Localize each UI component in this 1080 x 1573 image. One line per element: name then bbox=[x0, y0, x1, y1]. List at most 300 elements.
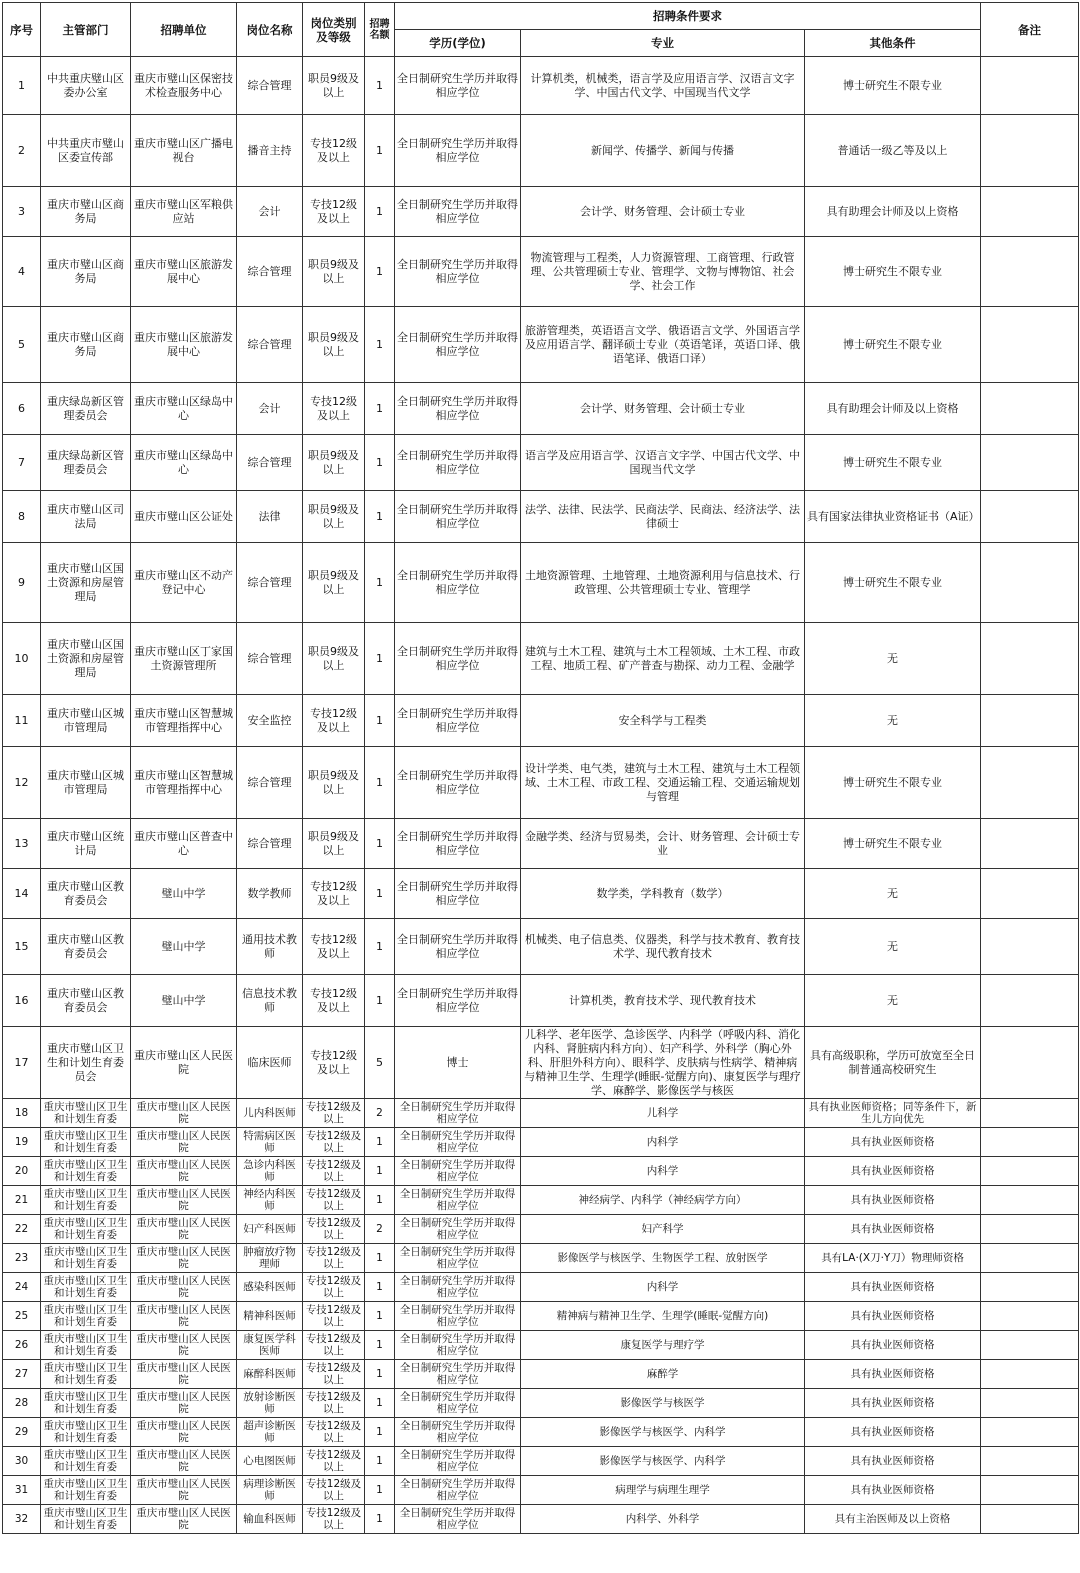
cell-count: 1 bbox=[365, 1157, 395, 1186]
cell-seq: 32 bbox=[3, 1505, 41, 1534]
cell-unit: 重庆市璧山区人民医院 bbox=[131, 1476, 237, 1505]
cell-major: 语言学及应用语言学、汉语言文字学、中国古代文学、中国现当代文学 bbox=[521, 435, 805, 491]
table-row bbox=[3, 1186, 1079, 1215]
cell-major: 影像医学与核医学 bbox=[521, 1389, 805, 1418]
cell-other: 具有执业医师资格 bbox=[805, 1331, 981, 1360]
cell-remark bbox=[981, 1360, 1079, 1389]
cell-count: 5 bbox=[365, 1027, 395, 1099]
cell-post: 综合管理 bbox=[237, 57, 303, 115]
cell-dept: 重庆市璧山区卫生和计划生育委 bbox=[41, 1186, 131, 1215]
cell-other: 博士研究生不限专业 bbox=[805, 237, 981, 307]
cell-seq: 24 bbox=[3, 1273, 41, 1302]
cell-remark bbox=[981, 1505, 1079, 1534]
cell-remark bbox=[981, 1157, 1079, 1186]
cell-unit: 重庆市璧山区人民医院 bbox=[131, 1027, 237, 1099]
cell-other: 具有执业医师资格 bbox=[805, 1215, 981, 1244]
cell-remark bbox=[981, 1128, 1079, 1157]
table-row bbox=[3, 491, 1079, 543]
cell-major: 内科学、外科学 bbox=[521, 1505, 805, 1534]
cell-other: 无 bbox=[805, 919, 981, 975]
header-dept: 主管部门 bbox=[41, 3, 131, 57]
cell-count: 1 bbox=[365, 187, 395, 237]
cell-seq: 7 bbox=[3, 435, 41, 491]
cell-dept: 重庆市璧山区卫生和计划生育委 bbox=[41, 1215, 131, 1244]
cell-remark bbox=[981, 869, 1079, 919]
cell-other: 无 bbox=[805, 623, 981, 695]
cell-level: 专技12级及以上 bbox=[303, 919, 365, 975]
cell-count: 1 bbox=[365, 1302, 395, 1331]
cell-count: 1 bbox=[365, 819, 395, 869]
cell-level: 专技12级及以上 bbox=[303, 1389, 365, 1418]
cell-level: 职员9级及以上 bbox=[303, 435, 365, 491]
cell-count: 1 bbox=[365, 435, 395, 491]
cell-dept: 重庆市璧山区卫生和计划生育委 bbox=[41, 1273, 131, 1302]
cell-seq: 19 bbox=[3, 1128, 41, 1157]
table-body bbox=[3, 57, 1079, 1534]
cell-dept: 重庆市璧山区卫生和计划生育委 bbox=[41, 1244, 131, 1273]
table-row bbox=[3, 1027, 1079, 1099]
cell-other: 具有执业医师资格 bbox=[805, 1273, 981, 1302]
cell-count: 1 bbox=[365, 1389, 395, 1418]
cell-seq: 23 bbox=[3, 1244, 41, 1273]
cell-post: 综合管理 bbox=[237, 819, 303, 869]
cell-education: 全日制研究生学历并取得相应学位 bbox=[395, 187, 521, 237]
table-row bbox=[3, 1215, 1079, 1244]
cell-major: 金融学类、经济与贸易类，会计、财务管理、会计硕士专业 bbox=[521, 819, 805, 869]
cell-dept: 重庆市璧山区卫生和计划生育委 bbox=[41, 1476, 131, 1505]
cell-other: 具有执业医师资格 bbox=[805, 1418, 981, 1447]
cell-unit: 重庆市璧山区智慧城市管理指挥中心 bbox=[131, 695, 237, 747]
cell-count: 1 bbox=[365, 1447, 395, 1476]
cell-dept: 重庆市璧山区卫生和计划生育委 bbox=[41, 1157, 131, 1186]
cell-level: 专技12级及以上 bbox=[303, 187, 365, 237]
table-row bbox=[3, 1389, 1079, 1418]
cell-post: 放射诊断医师 bbox=[237, 1389, 303, 1418]
table-row bbox=[3, 187, 1079, 237]
cell-education: 全日制研究生学历并取得相应学位 bbox=[395, 57, 521, 115]
cell-other: 无 bbox=[805, 869, 981, 919]
cell-count: 1 bbox=[365, 747, 395, 819]
cell-dept: 重庆绿岛新区管理委员会 bbox=[41, 383, 131, 435]
cell-remark bbox=[981, 623, 1079, 695]
cell-level: 职员9级及以上 bbox=[303, 543, 365, 623]
cell-seq: 6 bbox=[3, 383, 41, 435]
cell-seq: 1 bbox=[3, 57, 41, 115]
cell-remark bbox=[981, 237, 1079, 307]
cell-education: 全日制研究生学历并取得相应学位 bbox=[395, 1186, 521, 1215]
cell-dept: 重庆市璧山区商务局 bbox=[41, 237, 131, 307]
cell-remark bbox=[981, 1476, 1079, 1505]
cell-unit: 重庆市璧山区旅游发展中心 bbox=[131, 307, 237, 383]
cell-other: 博士研究生不限专业 bbox=[805, 307, 981, 383]
cell-remark bbox=[981, 919, 1079, 975]
cell-major: 内科学 bbox=[521, 1128, 805, 1157]
cell-seq: 13 bbox=[3, 819, 41, 869]
cell-count: 1 bbox=[365, 383, 395, 435]
cell-seq: 2 bbox=[3, 115, 41, 187]
cell-other: 具有高级职称，学历可放宽至全日制普通高校研究生 bbox=[805, 1027, 981, 1099]
cell-seq: 8 bbox=[3, 491, 41, 543]
cell-unit: 重庆市璧山区人民医院 bbox=[131, 1389, 237, 1418]
cell-seq: 31 bbox=[3, 1476, 41, 1505]
table-row bbox=[3, 435, 1079, 491]
cell-dept: 中共重庆璧山区委办公室 bbox=[41, 57, 131, 115]
cell-dept: 重庆市璧山区教育委员会 bbox=[41, 869, 131, 919]
cell-unit: 重庆市璧山区旅游发展中心 bbox=[131, 237, 237, 307]
cell-level: 专技12级及以上 bbox=[303, 1302, 365, 1331]
cell-major: 妇产科学 bbox=[521, 1215, 805, 1244]
cell-unit: 璧山中学 bbox=[131, 869, 237, 919]
cell-major: 计算机类，教育技术学、现代教育技术 bbox=[521, 975, 805, 1027]
cell-other: 具有LA·(X刀·Y刀）物理师资格 bbox=[805, 1244, 981, 1273]
cell-dept: 重庆市璧山区教育委员会 bbox=[41, 919, 131, 975]
cell-count: 1 bbox=[365, 543, 395, 623]
cell-other: 博士研究生不限专业 bbox=[805, 57, 981, 115]
cell-post: 临床医师 bbox=[237, 1027, 303, 1099]
cell-education: 全日制研究生学历并取得相应学位 bbox=[395, 1505, 521, 1534]
cell-post: 信息技术教师 bbox=[237, 975, 303, 1027]
cell-education: 全日制研究生学历并取得相应学位 bbox=[395, 975, 521, 1027]
cell-other: 博士研究生不限专业 bbox=[805, 543, 981, 623]
cell-post: 妇产科医师 bbox=[237, 1215, 303, 1244]
cell-education: 全日制研究生学历并取得相应学位 bbox=[395, 383, 521, 435]
cell-level: 职员9级及以上 bbox=[303, 623, 365, 695]
table-row bbox=[3, 1099, 1079, 1128]
cell-post: 综合管理 bbox=[237, 543, 303, 623]
cell-unit: 重庆市璧山区绿岛中心 bbox=[131, 383, 237, 435]
cell-education: 全日制研究生学历并取得相应学位 bbox=[395, 1476, 521, 1505]
cell-major: 法学、法律、民法学、民商法学、民商法、经济法学、法律硕士 bbox=[521, 491, 805, 543]
cell-unit: 重庆市璧山区人民医院 bbox=[131, 1447, 237, 1476]
cell-remark bbox=[981, 543, 1079, 623]
cell-dept: 重庆市璧山区卫生和计划生育委 bbox=[41, 1418, 131, 1447]
cell-count: 1 bbox=[365, 1418, 395, 1447]
cell-level: 专技12级及以上 bbox=[303, 1186, 365, 1215]
cell-count: 2 bbox=[365, 1099, 395, 1128]
cell-count: 1 bbox=[365, 307, 395, 383]
cell-dept: 重庆市璧山区卫生和计划生育委 bbox=[41, 1360, 131, 1389]
cell-other: 无 bbox=[805, 975, 981, 1027]
cell-post: 肿瘤放疗物理师 bbox=[237, 1244, 303, 1273]
cell-remark bbox=[981, 187, 1079, 237]
cell-major: 影像医学与核医学、生物医学工程、放射医学 bbox=[521, 1244, 805, 1273]
cell-unit: 重庆市璧山区人民医院 bbox=[131, 1099, 237, 1128]
cell-post: 数学教师 bbox=[237, 869, 303, 919]
cell-level: 职员9级及以上 bbox=[303, 491, 365, 543]
cell-major: 影像医学与核医学、内科学 bbox=[521, 1447, 805, 1476]
table-row bbox=[3, 1418, 1079, 1447]
cell-other: 具有执业医师资格 bbox=[805, 1476, 981, 1505]
cell-post: 精神科医师 bbox=[237, 1302, 303, 1331]
cell-post: 麻醉科医师 bbox=[237, 1360, 303, 1389]
cell-unit: 璧山中学 bbox=[131, 975, 237, 1027]
cell-count: 1 bbox=[365, 695, 395, 747]
table-row bbox=[3, 919, 1079, 975]
cell-post: 儿内科医师 bbox=[237, 1099, 303, 1128]
cell-dept: 重庆市璧山区国土资源和房屋管理局 bbox=[41, 623, 131, 695]
cell-unit: 璧山中学 bbox=[131, 919, 237, 975]
cell-education: 全日制研究生学历并取得相应学位 bbox=[395, 869, 521, 919]
cell-education: 全日制研究生学历并取得相应学位 bbox=[395, 1099, 521, 1128]
cell-seq: 17 bbox=[3, 1027, 41, 1099]
cell-education: 全日制研究生学历并取得相应学位 bbox=[395, 919, 521, 975]
cell-post: 综合管理 bbox=[237, 623, 303, 695]
cell-count: 1 bbox=[365, 1273, 395, 1302]
cell-unit: 重庆市璧山区广播电视台 bbox=[131, 115, 237, 187]
cell-post: 综合管理 bbox=[237, 747, 303, 819]
table-row bbox=[3, 1476, 1079, 1505]
cell-major: 会计学、财务管理、会计硕士专业 bbox=[521, 383, 805, 435]
cell-education: 全日制研究生学历并取得相应学位 bbox=[395, 1418, 521, 1447]
header-level: 岗位类别及等级 bbox=[303, 3, 365, 57]
header-major: 专业 bbox=[521, 30, 805, 57]
cell-unit: 重庆市璧山区保密技术检查服务中心 bbox=[131, 57, 237, 115]
cell-unit: 重庆市璧山区人民医院 bbox=[131, 1215, 237, 1244]
header-unit: 招聘单位 bbox=[131, 3, 237, 57]
cell-education: 全日制研究生学历并取得相应学位 bbox=[395, 747, 521, 819]
cell-major: 儿科学、老年医学、急诊医学、内科学（呼吸内科、消化内科、肾脏病内科方向）、妇产科学、外科学（胸心外科、肝胆外科方向）、眼科学、皮肤病与性病学、精神病与精神卫生学、生理学(睡眠-觉醒方向)、康复医学与理疗学、麻醉学、影像医学与核医 bbox=[521, 1027, 805, 1099]
cell-major: 安全科学与工程类 bbox=[521, 695, 805, 747]
cell-level: 专技12级及以上 bbox=[303, 1476, 365, 1505]
cell-unit: 重庆市璧山区人民医院 bbox=[131, 1244, 237, 1273]
table-row bbox=[3, 869, 1079, 919]
cell-seq: 4 bbox=[3, 237, 41, 307]
cell-remark bbox=[981, 1447, 1079, 1476]
cell-remark bbox=[981, 1273, 1079, 1302]
cell-education: 全日制研究生学历并取得相应学位 bbox=[395, 1157, 521, 1186]
table-row bbox=[3, 747, 1079, 819]
cell-level: 专技12级及以上 bbox=[303, 1244, 365, 1273]
cell-other: 具有执业医师资格 bbox=[805, 1157, 981, 1186]
header-other: 其他条件 bbox=[805, 30, 981, 57]
table-row bbox=[3, 1273, 1079, 1302]
table-row bbox=[3, 307, 1079, 383]
cell-count: 1 bbox=[365, 1505, 395, 1534]
cell-remark bbox=[981, 975, 1079, 1027]
cell-education: 全日制研究生学历并取得相应学位 bbox=[395, 1360, 521, 1389]
cell-level: 专技12级及以上 bbox=[303, 1273, 365, 1302]
cell-dept: 重庆市璧山区城市管理局 bbox=[41, 747, 131, 819]
cell-count: 1 bbox=[365, 1244, 395, 1273]
cell-unit: 重庆市璧山区公证处 bbox=[131, 491, 237, 543]
cell-other: 具有执业医师资格 bbox=[805, 1389, 981, 1418]
cell-remark bbox=[981, 819, 1079, 869]
cell-education: 全日制研究生学历并取得相应学位 bbox=[395, 695, 521, 747]
cell-other: 具有国家法律执业资格证书（A证） bbox=[805, 491, 981, 543]
cell-remark bbox=[981, 1302, 1079, 1331]
cell-seq: 12 bbox=[3, 747, 41, 819]
cell-major: 设计学类、电气类，建筑与土木工程、建筑与土木工程领域、土木工程、市政工程、交通运输工程、交通运输规划与管理 bbox=[521, 747, 805, 819]
cell-dept: 重庆市璧山区卫生和计划生育委 bbox=[41, 1389, 131, 1418]
cell-major: 建筑与土木工程、建筑与土木工程领域、土木工程、市政工程、地质工程、矿产普查与勘探、动力工程、金融学 bbox=[521, 623, 805, 695]
cell-dept: 重庆市璧山区卫生和计划生育委 bbox=[41, 1331, 131, 1360]
cell-dept: 重庆市璧山区卫生和计划生育委 bbox=[41, 1128, 131, 1157]
table-row bbox=[3, 543, 1079, 623]
cell-post: 超声诊断医师 bbox=[237, 1418, 303, 1447]
cell-other: 具有执业医师资格 bbox=[805, 1302, 981, 1331]
cell-post: 法律 bbox=[237, 491, 303, 543]
cell-unit: 重庆市璧山区人民医院 bbox=[131, 1331, 237, 1360]
cell-unit: 重庆市璧山区人民医院 bbox=[131, 1186, 237, 1215]
cell-unit: 重庆市璧山区智慧城市管理指挥中心 bbox=[131, 747, 237, 819]
cell-unit: 重庆市璧山区人民医院 bbox=[131, 1157, 237, 1186]
cell-post: 心电图医师 bbox=[237, 1447, 303, 1476]
cell-education: 全日制研究生学历并取得相应学位 bbox=[395, 115, 521, 187]
cell-remark bbox=[981, 491, 1079, 543]
cell-seq: 16 bbox=[3, 975, 41, 1027]
cell-level: 职员9级及以上 bbox=[303, 747, 365, 819]
cell-other: 博士研究生不限专业 bbox=[805, 747, 981, 819]
cell-education: 全日制研究生学历并取得相应学位 bbox=[395, 1447, 521, 1476]
cell-major: 麻醉学 bbox=[521, 1360, 805, 1389]
cell-major: 机械类、电子信息类、仪器类，科学与技术教育、教育技术学、现代教育技术 bbox=[521, 919, 805, 975]
cell-unit: 重庆市璧山区人民医院 bbox=[131, 1418, 237, 1447]
cell-seq: 27 bbox=[3, 1360, 41, 1389]
cell-post: 安全监控 bbox=[237, 695, 303, 747]
cell-remark bbox=[981, 383, 1079, 435]
cell-unit: 重庆市璧山区丁家国土资源管理所 bbox=[131, 623, 237, 695]
cell-level: 专技12级及以上 bbox=[303, 1447, 365, 1476]
cell-dept: 重庆市璧山区统计局 bbox=[41, 819, 131, 869]
cell-remark bbox=[981, 1215, 1079, 1244]
header-seq: 序号 bbox=[3, 3, 41, 57]
cell-other: 具有执业医师资格 bbox=[805, 1360, 981, 1389]
cell-level: 专技12级及以上 bbox=[303, 1360, 365, 1389]
recruitment-table bbox=[2, 2, 1079, 1534]
cell-level: 专技12级及以上 bbox=[303, 1331, 365, 1360]
cell-post: 播音主持 bbox=[237, 115, 303, 187]
cell-level: 专技12级及以上 bbox=[303, 383, 365, 435]
cell-other: 博士研究生不限专业 bbox=[805, 819, 981, 869]
cell-major: 内科学 bbox=[521, 1157, 805, 1186]
cell-level: 职员9级及以上 bbox=[303, 57, 365, 115]
cell-level: 专技12级及以上 bbox=[303, 1505, 365, 1534]
table-row bbox=[3, 695, 1079, 747]
cell-level: 专技12级及以上 bbox=[303, 975, 365, 1027]
cell-seq: 9 bbox=[3, 543, 41, 623]
cell-remark bbox=[981, 1186, 1079, 1215]
cell-unit: 重庆市璧山区人民医院 bbox=[131, 1128, 237, 1157]
cell-level: 职员9级及以上 bbox=[303, 237, 365, 307]
cell-post: 急诊内科医师 bbox=[237, 1157, 303, 1186]
cell-major: 儿科学 bbox=[521, 1099, 805, 1128]
cell-dept: 重庆绿岛新区管理委员会 bbox=[41, 435, 131, 491]
table-row bbox=[3, 975, 1079, 1027]
cell-seq: 29 bbox=[3, 1418, 41, 1447]
cell-unit: 重庆市璧山区人民医院 bbox=[131, 1505, 237, 1534]
cell-level: 专技12级及以上 bbox=[303, 1099, 365, 1128]
cell-other: 具有执业医师资格 bbox=[805, 1128, 981, 1157]
cell-post: 综合管理 bbox=[237, 435, 303, 491]
cell-dept: 重庆市璧山区商务局 bbox=[41, 187, 131, 237]
cell-unit: 重庆市璧山区普查中心 bbox=[131, 819, 237, 869]
cell-seq: 3 bbox=[3, 187, 41, 237]
cell-seq: 18 bbox=[3, 1099, 41, 1128]
cell-unit: 重庆市璧山区人民医院 bbox=[131, 1302, 237, 1331]
header-requirements: 招聘条件要求 bbox=[395, 3, 981, 30]
table-row bbox=[3, 1447, 1079, 1476]
cell-dept: 重庆市璧山区卫生和计划生育委 bbox=[41, 1505, 131, 1534]
cell-education: 全日制研究生学历并取得相应学位 bbox=[395, 1273, 521, 1302]
cell-count: 1 bbox=[365, 115, 395, 187]
cell-seq: 11 bbox=[3, 695, 41, 747]
cell-remark bbox=[981, 1389, 1079, 1418]
cell-count: 1 bbox=[365, 57, 395, 115]
cell-other: 普通话一级乙等及以上 bbox=[805, 115, 981, 187]
cell-count: 1 bbox=[365, 919, 395, 975]
cell-remark bbox=[981, 1027, 1079, 1099]
header-count: 招聘名额 bbox=[365, 3, 395, 57]
cell-major: 旅游管理类，英语语言文学、俄语语言文学、外国语言学及应用语言学、翻译硕士专业（英语笔译，英语口译、俄语笔译、俄语口译） bbox=[521, 307, 805, 383]
table-row bbox=[3, 383, 1079, 435]
cell-education: 全日制研究生学历并取得相应学位 bbox=[395, 1302, 521, 1331]
cell-other: 具有助理会计师及以上资格 bbox=[805, 383, 981, 435]
cell-post: 康复医学科医师 bbox=[237, 1331, 303, 1360]
cell-dept: 重庆市璧山区卫生和计划生育委 bbox=[41, 1099, 131, 1128]
cell-major: 内科学 bbox=[521, 1273, 805, 1302]
cell-count: 1 bbox=[365, 975, 395, 1027]
cell-count: 1 bbox=[365, 869, 395, 919]
cell-count: 1 bbox=[365, 1186, 395, 1215]
cell-education: 全日制研究生学历并取得相应学位 bbox=[395, 543, 521, 623]
cell-post: 通用技术教师 bbox=[237, 919, 303, 975]
cell-post: 综合管理 bbox=[237, 237, 303, 307]
cell-post: 会计 bbox=[237, 383, 303, 435]
cell-dept: 重庆市璧山区商务局 bbox=[41, 307, 131, 383]
cell-count: 2 bbox=[365, 1215, 395, 1244]
cell-other: 具有助理会计师及以上资格 bbox=[805, 187, 981, 237]
cell-count: 1 bbox=[365, 1128, 395, 1157]
cell-seq: 15 bbox=[3, 919, 41, 975]
cell-seq: 26 bbox=[3, 1331, 41, 1360]
cell-major: 神经病学、内科学（神经病学方向） bbox=[521, 1186, 805, 1215]
cell-education: 全日制研究生学历并取得相应学位 bbox=[395, 435, 521, 491]
cell-dept: 重庆市璧山区教育委员会 bbox=[41, 975, 131, 1027]
table-row bbox=[3, 1128, 1079, 1157]
cell-post: 感染科医师 bbox=[237, 1273, 303, 1302]
cell-level: 职员9级及以上 bbox=[303, 819, 365, 869]
cell-dept: 中共重庆市璧山区委宣传部 bbox=[41, 115, 131, 187]
cell-remark bbox=[981, 747, 1079, 819]
cell-seq: 5 bbox=[3, 307, 41, 383]
cell-remark bbox=[981, 695, 1079, 747]
cell-remark bbox=[981, 1244, 1079, 1273]
cell-seq: 14 bbox=[3, 869, 41, 919]
cell-dept: 重庆市璧山区司法局 bbox=[41, 491, 131, 543]
cell-education: 全日制研究生学历并取得相应学位 bbox=[395, 307, 521, 383]
cell-education: 全日制研究生学历并取得相应学位 bbox=[395, 1244, 521, 1273]
cell-post: 综合管理 bbox=[237, 307, 303, 383]
cell-seq: 22 bbox=[3, 1215, 41, 1244]
cell-seq: 10 bbox=[3, 623, 41, 695]
cell-count: 1 bbox=[365, 237, 395, 307]
cell-post: 会计 bbox=[237, 187, 303, 237]
cell-level: 专技12级及以上 bbox=[303, 1215, 365, 1244]
cell-level: 专技12级及以上 bbox=[303, 1418, 365, 1447]
cell-post: 神经内科医师 bbox=[237, 1186, 303, 1215]
cell-dept: 重庆市璧山区国土资源和房屋管理局 bbox=[41, 543, 131, 623]
cell-dept: 重庆市璧山区卫生和计划生育委 bbox=[41, 1302, 131, 1331]
cell-level: 专技12级及以上 bbox=[303, 1027, 365, 1099]
cell-education: 全日制研究生学历并取得相应学位 bbox=[395, 1331, 521, 1360]
cell-education: 全日制研究生学历并取得相应学位 bbox=[395, 1128, 521, 1157]
cell-education: 全日制研究生学历并取得相应学位 bbox=[395, 1389, 521, 1418]
cell-seq: 28 bbox=[3, 1389, 41, 1418]
cell-count: 1 bbox=[365, 491, 395, 543]
cell-level: 专技12级及以上 bbox=[303, 869, 365, 919]
cell-post: 输血科医师 bbox=[237, 1505, 303, 1534]
cell-count: 1 bbox=[365, 1476, 395, 1505]
